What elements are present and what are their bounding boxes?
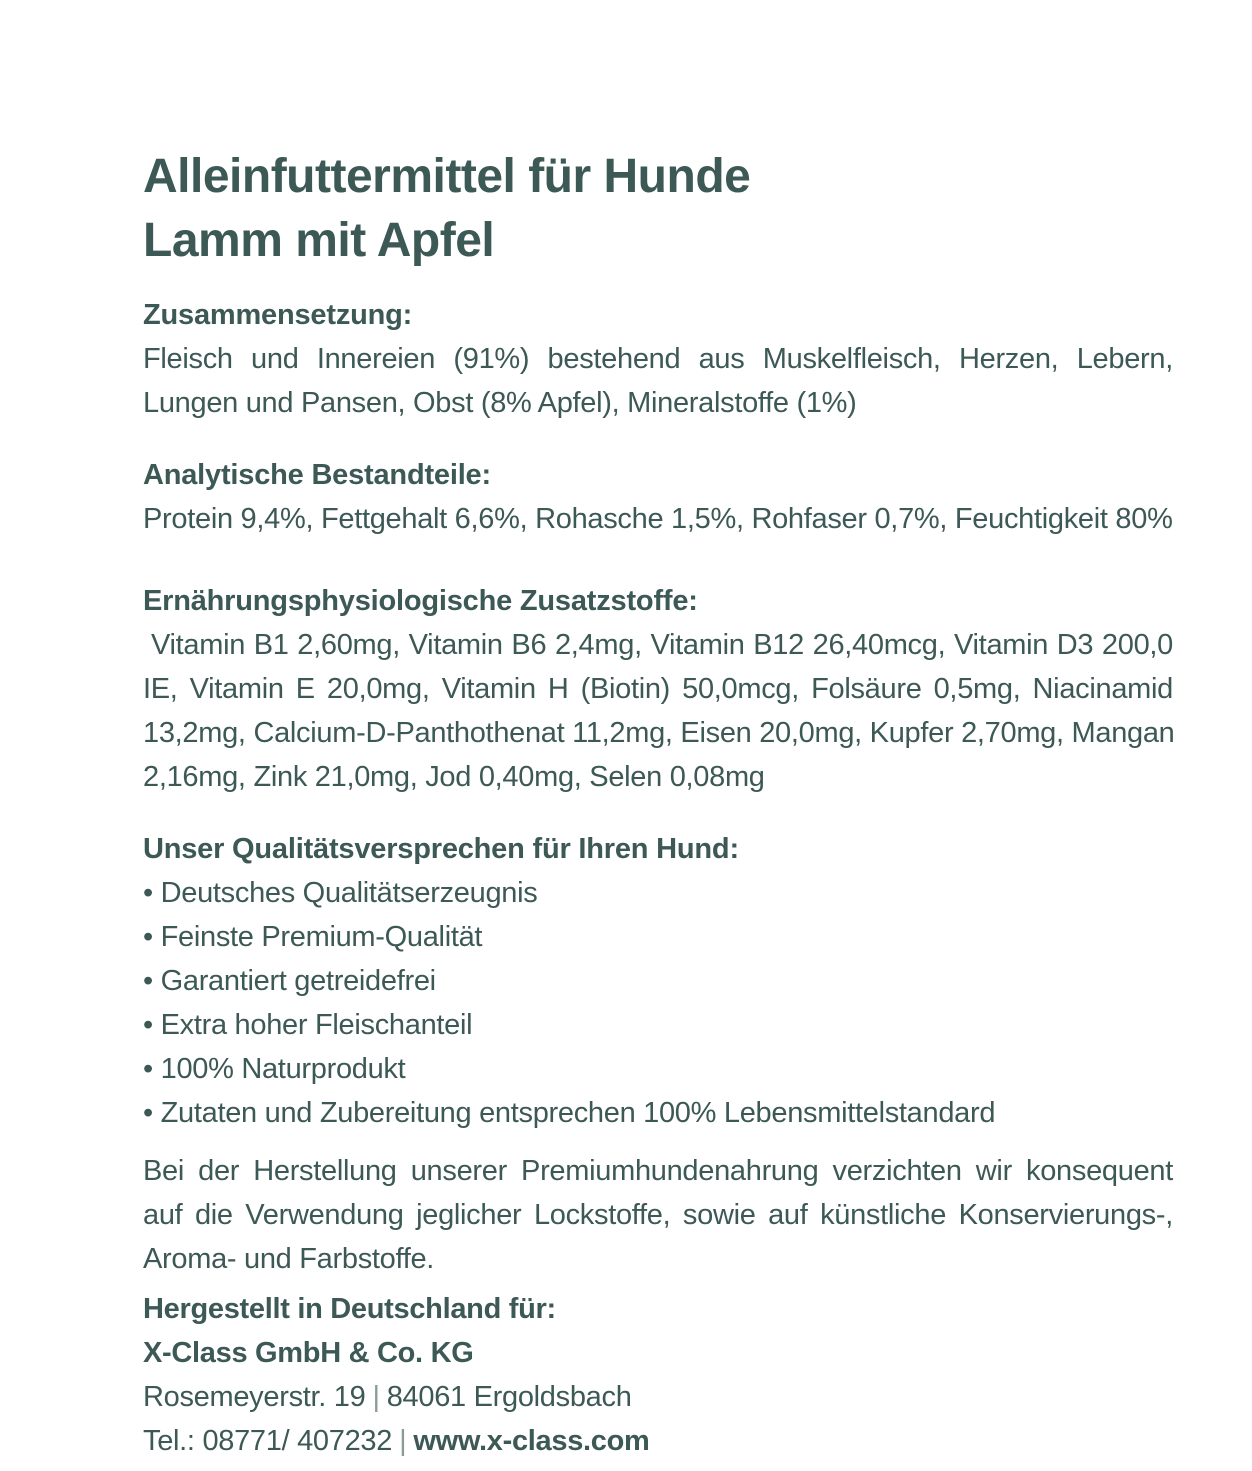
quality-promise-heading: Unser Qualitätsversprechen für Ihren Hund: (143, 833, 739, 865)
production-note-paragraph-line: Aroma- und Farbstoffe. (143, 1243, 435, 1275)
manufacturer-contact-line (143, 1419, 1173, 1463)
manufacturer-website-link[interactable]: www.x-class.com (413, 1425, 650, 1457)
manufacturer-street: Rosemeyerstr. 19 (143, 1381, 366, 1413)
address-separator: | (372, 1381, 380, 1413)
manufacturer-section (143, 1287, 1173, 1463)
quality-promise-bullet-list (143, 871, 1173, 1135)
nutritional-additives-paragraph-line: Vitamin B1 2,60mg, Vitamin B6 2,4mg, Vitamin B12 26,40mcg, Vitamin D3 200,0 (151, 629, 1173, 661)
production-note-paragraph-line: auf die Verwendung jeglicher Lockstoffe, sowie auf künstliche Konservierungs-, (143, 1199, 1173, 1231)
composition-paragraph-line: Lungen und Pansen, Obst (8% Apfel), Mineralstoffe (1%) (143, 387, 857, 419)
label-content (143, 145, 1173, 1463)
analytical-constituents-paragraph (143, 497, 1173, 541)
product-title-line2: Lamm mit Apfel (143, 214, 495, 267)
nutritional-additives-section (143, 579, 1173, 799)
nutritional-additives-paragraph (143, 623, 1173, 799)
nutritional-additives-heading: Ernährungsphysiologische Zusatzstoffe: (143, 585, 698, 617)
quality-promise-bullet-list-line: • 100% Naturprodukt (143, 1053, 406, 1085)
production-note-paragraph-line: Bei der Herstellung unserer Premiumhundenahrung verzichten wir konsequent (143, 1155, 1173, 1187)
manufacturer-phone: Tel.: 08771/ 407232 (143, 1425, 393, 1457)
analytical-constituents-section (143, 453, 1173, 541)
quality-promise-bullet-list-line: • Feinste Premium-Qualität (143, 921, 483, 953)
manufacturer-company: X-Class GmbH & Co. KG (143, 1337, 474, 1369)
quality-promise-bullet-list-line: • Garantiert getreidefrei (143, 965, 436, 997)
nutritional-additives-paragraph-line: IE, Vitamin E 20,0mg, Vitamin H (Biotin) 50,0mcg, Folsäure 0,5mg, Niacinamid (143, 673, 1173, 705)
manufacturer-address-line (143, 1375, 1173, 1419)
product-title (143, 145, 1173, 273)
quality-promise-bullet-list-line: • Zutaten und Zubereitung entsprechen 100% Lebensmittelstandard (143, 1097, 996, 1129)
contact-separator: | (399, 1425, 407, 1457)
analytical-constituents-heading: Analytische Bestandteile: (143, 459, 491, 491)
composition-heading: Zusammensetzung: (143, 299, 413, 331)
production-note-section (143, 1149, 1173, 1281)
nutritional-additives-paragraph-line: 13,2mg, Calcium-D-Panthothenat 11,2mg, Eisen 20,0mg, Kupfer 2,70mg, Mangan (143, 717, 1175, 749)
quality-promise-bullet-list-line: • Extra hoher Fleischanteil (143, 1009, 473, 1041)
product-title-line1: Alleinfuttermittel für Hunde (143, 150, 751, 203)
analytical-constituents-paragraph-line: Protein 9,4%, Fettgehalt 6,6%, Rohasche 1,5%, Rohfaser 0,7%, Feuchtigkeit 80% (143, 503, 1173, 535)
manufacturer-heading: Hergestellt in Deutschland für: (143, 1293, 556, 1325)
manufacturer-city: 84061 Ergoldsbach (386, 1381, 632, 1413)
composition-paragraph (143, 337, 1173, 425)
quality-promise-section (143, 827, 1173, 1135)
production-note-paragraph (143, 1149, 1173, 1281)
composition-paragraph-line: Fleisch und Innereien (91%) bestehend aus Muskelfleisch, Herzen, Lebern, (143, 343, 1173, 375)
composition-section (143, 293, 1173, 425)
nutritional-additives-paragraph-line: 2,16mg, Zink 21,0mg, Jod 0,40mg, Selen 0,08mg (143, 761, 765, 793)
quality-promise-bullet-list-line: • Deutsches Qualitätserzeugnis (143, 877, 538, 909)
